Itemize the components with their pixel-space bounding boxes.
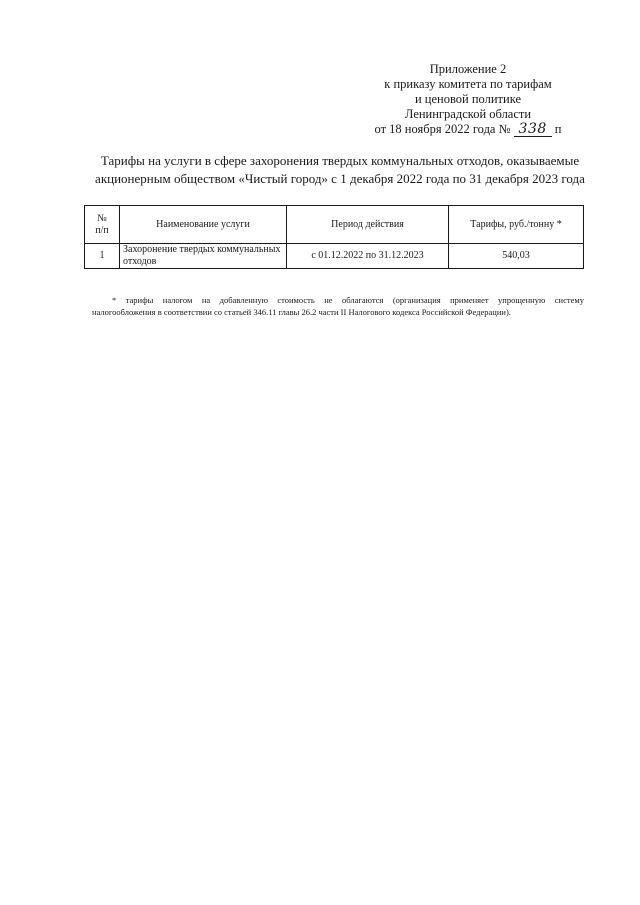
- cell-tariff: 540,03: [449, 244, 584, 269]
- order-date: от 18 ноября 2022 года №: [374, 122, 511, 136]
- appendix-header: [358, 62, 578, 137]
- tariff-table: [84, 205, 584, 269]
- table-header-row: [85, 206, 584, 244]
- title-line-2: акционерным обществом «Чистый город» с 1 декабря 2022 года по 31 декабря 2023 года: [95, 171, 585, 186]
- footnote: [92, 294, 584, 318]
- cell-period: с 01.12.2022 по 31.12.2023: [287, 244, 449, 269]
- table-row: [85, 244, 584, 269]
- order-suffix: п: [554, 122, 562, 136]
- order-number: 338: [514, 123, 552, 137]
- appendix-order-ref: к приказу комитета по тарифам: [384, 77, 552, 91]
- header-service: Наименование услуги: [120, 206, 287, 244]
- cell-num: 1: [85, 244, 120, 269]
- appendix-committee: и ценовой политике: [414, 92, 522, 106]
- document-title: [70, 152, 610, 188]
- cell-service: Захоронение твердых коммунальных отходов: [120, 244, 287, 269]
- header-tariff: Тарифы, руб./тонну *: [449, 206, 584, 244]
- footnote-line-2: налогообложения в соответствии со статьей 346.11 главы 26.2 части II Налогового кодекса Российской Федерации).: [92, 307, 511, 317]
- header-num: № п/п: [85, 206, 120, 244]
- appendix-region: Ленинградской области: [404, 107, 532, 121]
- footnote-line-1: * тарифы налогом на добавленную стоимость не облагаются (организация применяет упрощенную систему: [112, 295, 584, 305]
- header-period: Период действия: [287, 206, 449, 244]
- order-date-line: [358, 122, 578, 137]
- appendix-title: Приложение 2: [429, 62, 507, 76]
- title-line-1: Тарифы на услуги в сфере захоронения твердых коммунальных отходов, оказываемые: [100, 153, 580, 168]
